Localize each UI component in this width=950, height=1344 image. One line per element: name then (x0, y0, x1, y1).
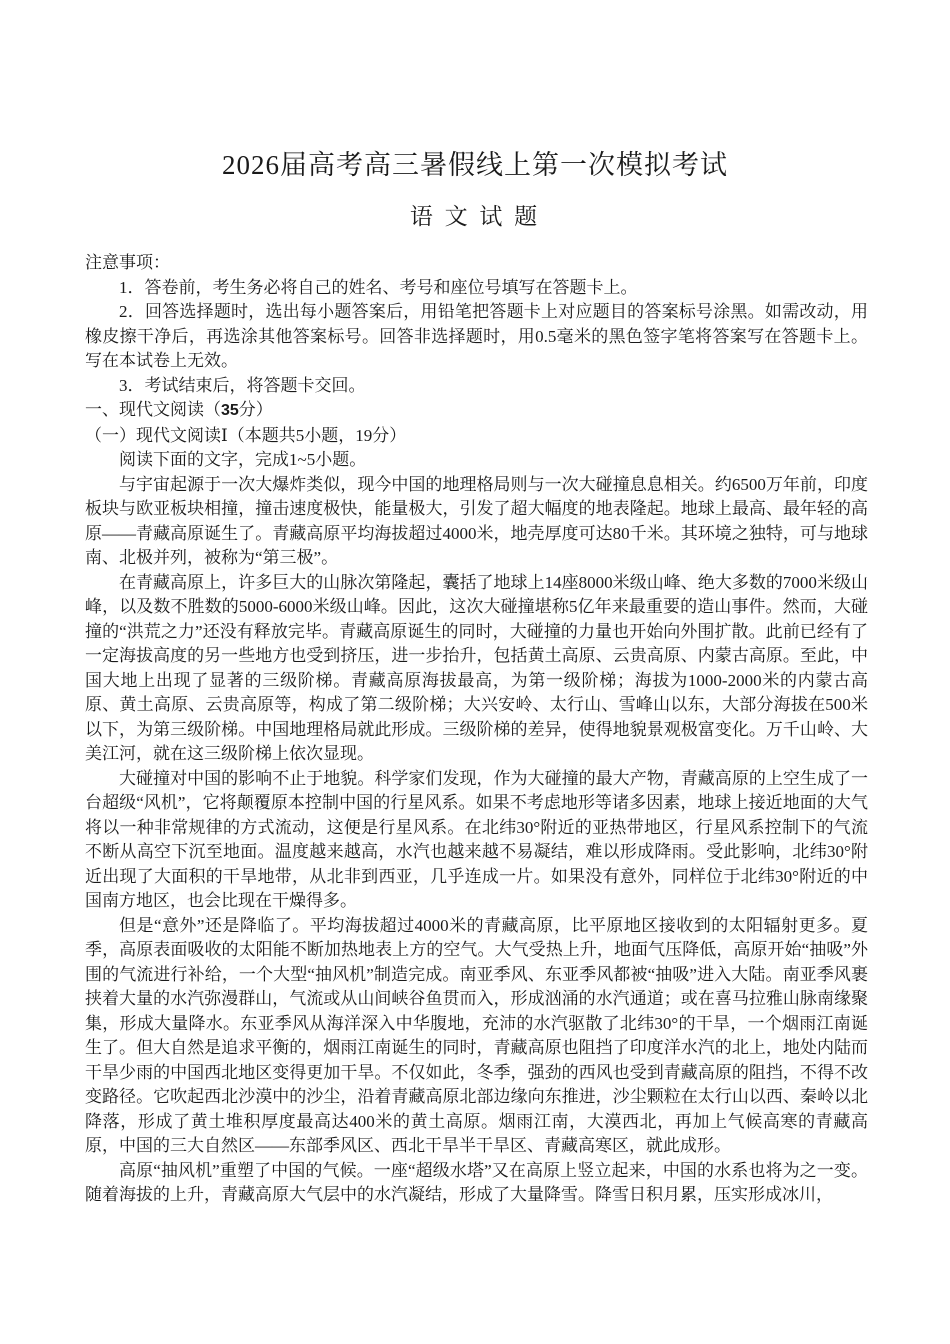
notice-item-3: 3．考试结束后，将答题卡交回。 (119, 375, 366, 395)
notice-item-1: 1．答卷前，考生务必将自己的姓名、考号和座位号填写在答题卡上。 (119, 277, 638, 297)
notice-heading: 注意事项： (85, 253, 170, 272)
passage-paragraph-2: 在青藏高原上，许多巨大的山脉次第隆起，囊括了地球上14座8000米级山峰、绝大多数的7000米级山峰，以及数不胜数的5000-6000米级山峰。因此，这次大碰撞堪称5亿年来最重要的造山事件。然而，大碰撞的“洪荒之力”还没有释放完毕。青藏高原诞生的同时，大碰撞的力量也开始向外围扩散。此前已经有了一定海拔高度的另一些地方也受到挤压，进一步抬升，包括黄土高原、云贵高原、内蒙古高原。至此，中国大地上出现了显著的三级阶梯。青藏高原海拔最高，为第一级阶梯；海拔为1000-2000米的内蒙古高原、黄土高原、云贵高原等，构成了第二级阶梯；大兴安岭、太行山、雪峰山以东，大部分海拔在500米以下，为第三级阶梯。中国地理格局就此形成。三级阶梯的差异，使得地貌景观极富变化。万千山岭、大美江河，就在这三级阶梯上依次显现。 (85, 572, 868, 763)
passage-paragraph-1: 与宇宙起源于一次大爆炸类似，现今中国的地理格局则与一次大碰撞息息相关。约6500万年前，印度板块与欧亚板块相撞，撞击速度极快，能量极大，引发了超大幅度的地表隆起。地球上最高、最年轻的高原——青藏高原诞生了。青藏高原平均海拔超过4000米，地壳厚度可达80千米。其环境之独特，可与地球南、北极并列，被称为“第三极”。 (85, 474, 868, 567)
passage-paragraph-4: 但是“意外”还是降临了。平均海拔超过4000米的青藏高原，比平原地区接收到的太阳辐射更多。夏季，高原表面吸收的太阳能不断加热地表上方的空气。大气受热上升，地面气压降低，高原开始“抽吸”外围的气流进行补给，一个大型“抽风机”制造完成。南亚季风、东亚季风都被“抽吸”进入大陆。南亚季风裹挟着大量的水汽弥漫群山，气流或从山间峡谷鱼贯而入，形成汹涌的水汽通道；或在喜马拉雅山脉南缘聚集，形成大量降水。东亚季风从海洋深入中华腹地，充沛的水汽驱散了北纬30°的干旱，一个烟雨江南诞生了。但大自然是追求平衡的，烟雨江南诞生的同时，青藏高原也阻挡了印度洋水汽的北上，地处内陆而干旱少雨的中国西北地区变得更加干旱。不仅如此，冬季，强劲的西风也受到青藏高原的阻挡，不得不改变路径。它吹起西北沙漠中的沙尘，沿着青藏高原北部边缘向东推进，沙尘颗粒在太行山以西、秦岭以北降落，形成了黄土堆积厚度最高达400米的黄土高原。烟雨江南，大漠西北，再加上气候高寒的青藏高原，中国的三大自然区——东部季风区、西北干旱半干旱区、青藏高寒区，就此成形。 (85, 915, 868, 1155)
notice-item-2: 2．回答选择题时，选出每小题答案后，用铅笔把答题卡上对应题目的答案标号涂黑。如需改动，用橡皮擦干净后，再选涂其他答案标号。回答非选择题时，用0.5毫米的黑色签字笔将答案写在答题卡上。写在本试卷上无效。 (85, 302, 868, 370)
section-heading-suffix: 分） (238, 400, 273, 419)
subject-title: 语 文 试 题 (409, 204, 541, 229)
section-points: 35 (221, 402, 239, 419)
document-body (85, 251, 868, 1208)
section-heading-prefix: 一、现代文阅读（ (85, 400, 221, 419)
passage-instruction: 阅读下面的文字，完成1~5小题。 (119, 450, 367, 469)
exam-title: 2026届高考高三暑假线上第一次模拟考试 (222, 150, 728, 180)
subsection-heading: （一）现代文阅读Ⅰ（本题共5小题，19分） (85, 425, 407, 445)
section-heading (85, 398, 868, 424)
passage-paragraph-3: 大碰撞对中国的影响不止于地貌。科学家们发现，作为大碰撞的最大产物，青藏高原的上空生成了一台超级“风机”，它将颠覆原本控制中国的行星风系。如果不考虑地形等诸多因素，地球上接近地面的大气将以一种非常规律的方式流动，这便是行星风系。在北纬30°附近的亚热带地区，行星风系控制下的气流不断从高空下沉至地面。温度越来越高，水汽也越来越不易凝结，难以形成降雨。受此影响，北纬30°附近出现了大面积的干旱地带，从北非到西亚，几乎连成一片。如果没有意外，同样位于北纬30°附近的中国南方地区，也会比现在干燥得多。 (85, 768, 868, 910)
passage-paragraph-5: 高原“抽风机”重塑了中国的气候。一座“超级水塔”又在高原上竖立起来，中国的水系也将为之一变。随着海拔的上升，青藏高原大气层中的水汽凝结，形成了大量降雪。降雪日积月累，压实形成冰川， (85, 1160, 868, 1204)
